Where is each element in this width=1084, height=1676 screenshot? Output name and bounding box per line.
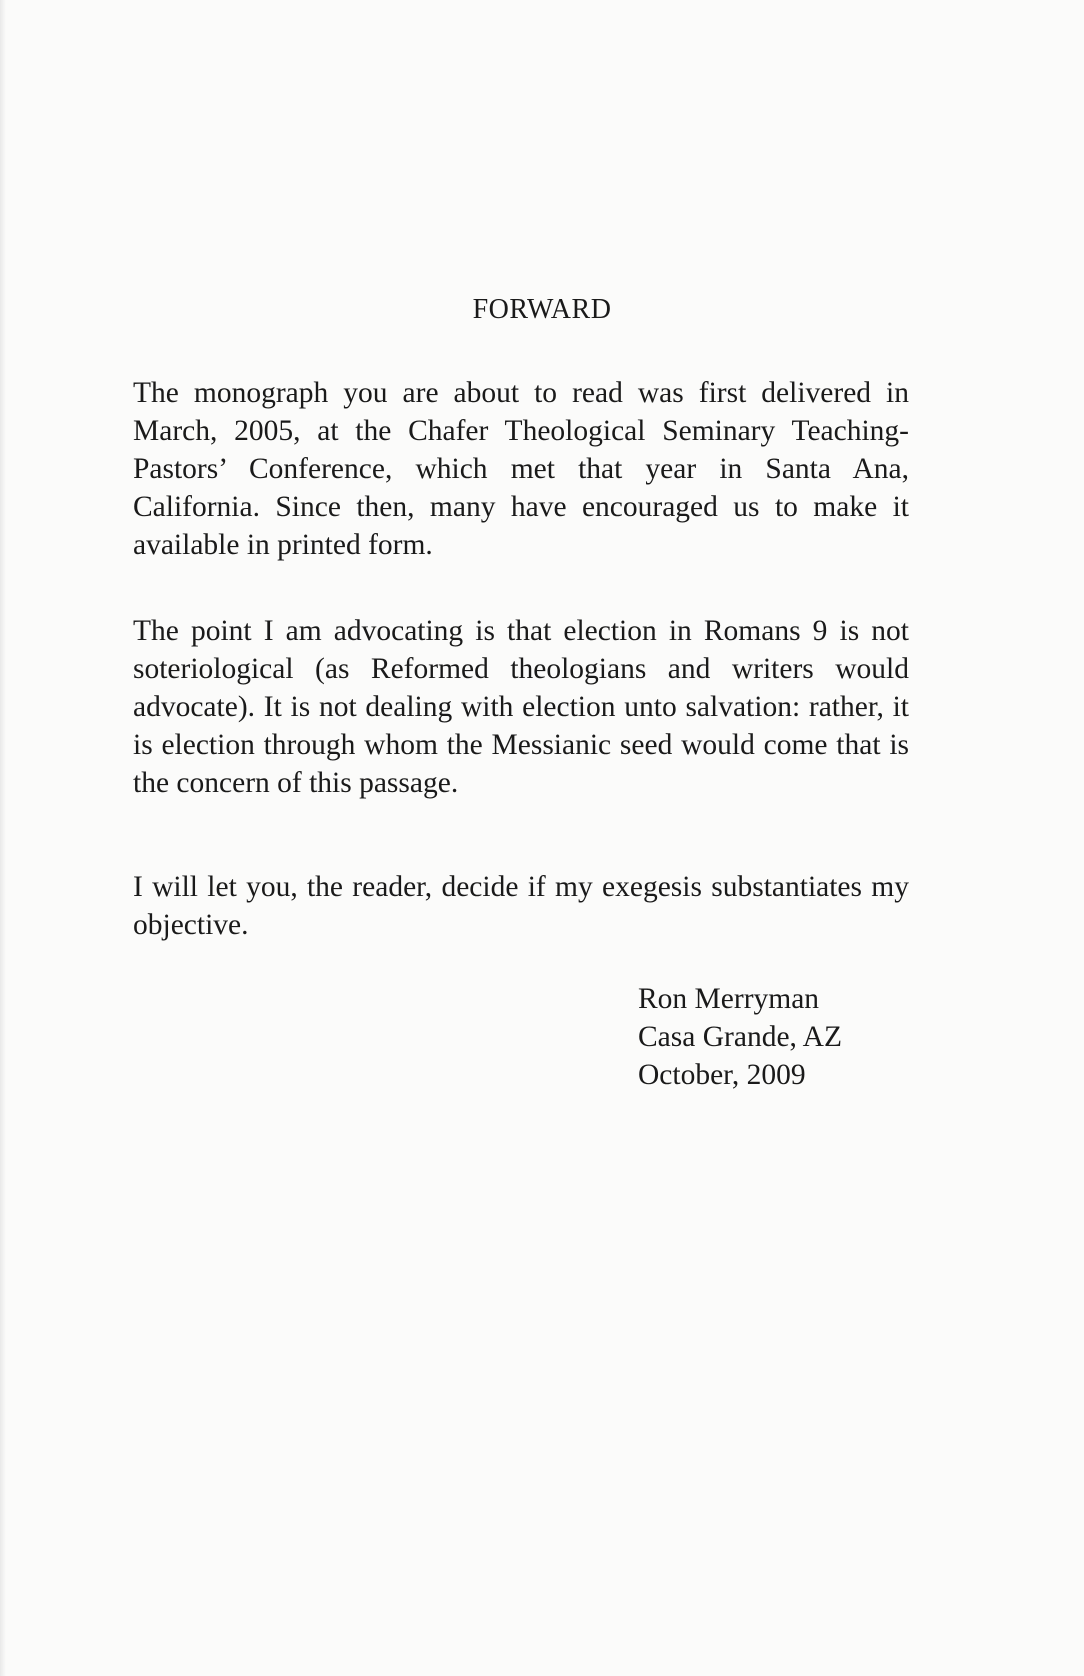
paragraph-2: The point I am advocating is that election in Romans 9 is not soteriological (as Reformed theologians and writers would advocate). It is not dealing with election unto salvation: rather, it is election through whom the Messianic seed would come that is the concern of this passage. xyxy=(133,615,909,799)
signature-location: Casa Grande, AZ xyxy=(638,1021,842,1053)
signature-name: Ron Merryman xyxy=(638,983,820,1015)
paragraph-1: The monograph you are about to read was first delivered in March, 2005, at the Chafer Theological Seminary Teaching-Pastors’ Conference, which met that year in Santa Ana, California. Since then, many have encouraged us to make it available in printed form. xyxy=(133,377,909,561)
paragraph-3: I will let you, the reader, decide if my exegesis substantiates my objective. xyxy=(133,871,909,941)
scan-edge xyxy=(0,0,6,1676)
signature-block xyxy=(638,980,842,1094)
signature-date: October, 2009 xyxy=(638,1059,806,1091)
page-title: FORWARD xyxy=(472,294,612,325)
